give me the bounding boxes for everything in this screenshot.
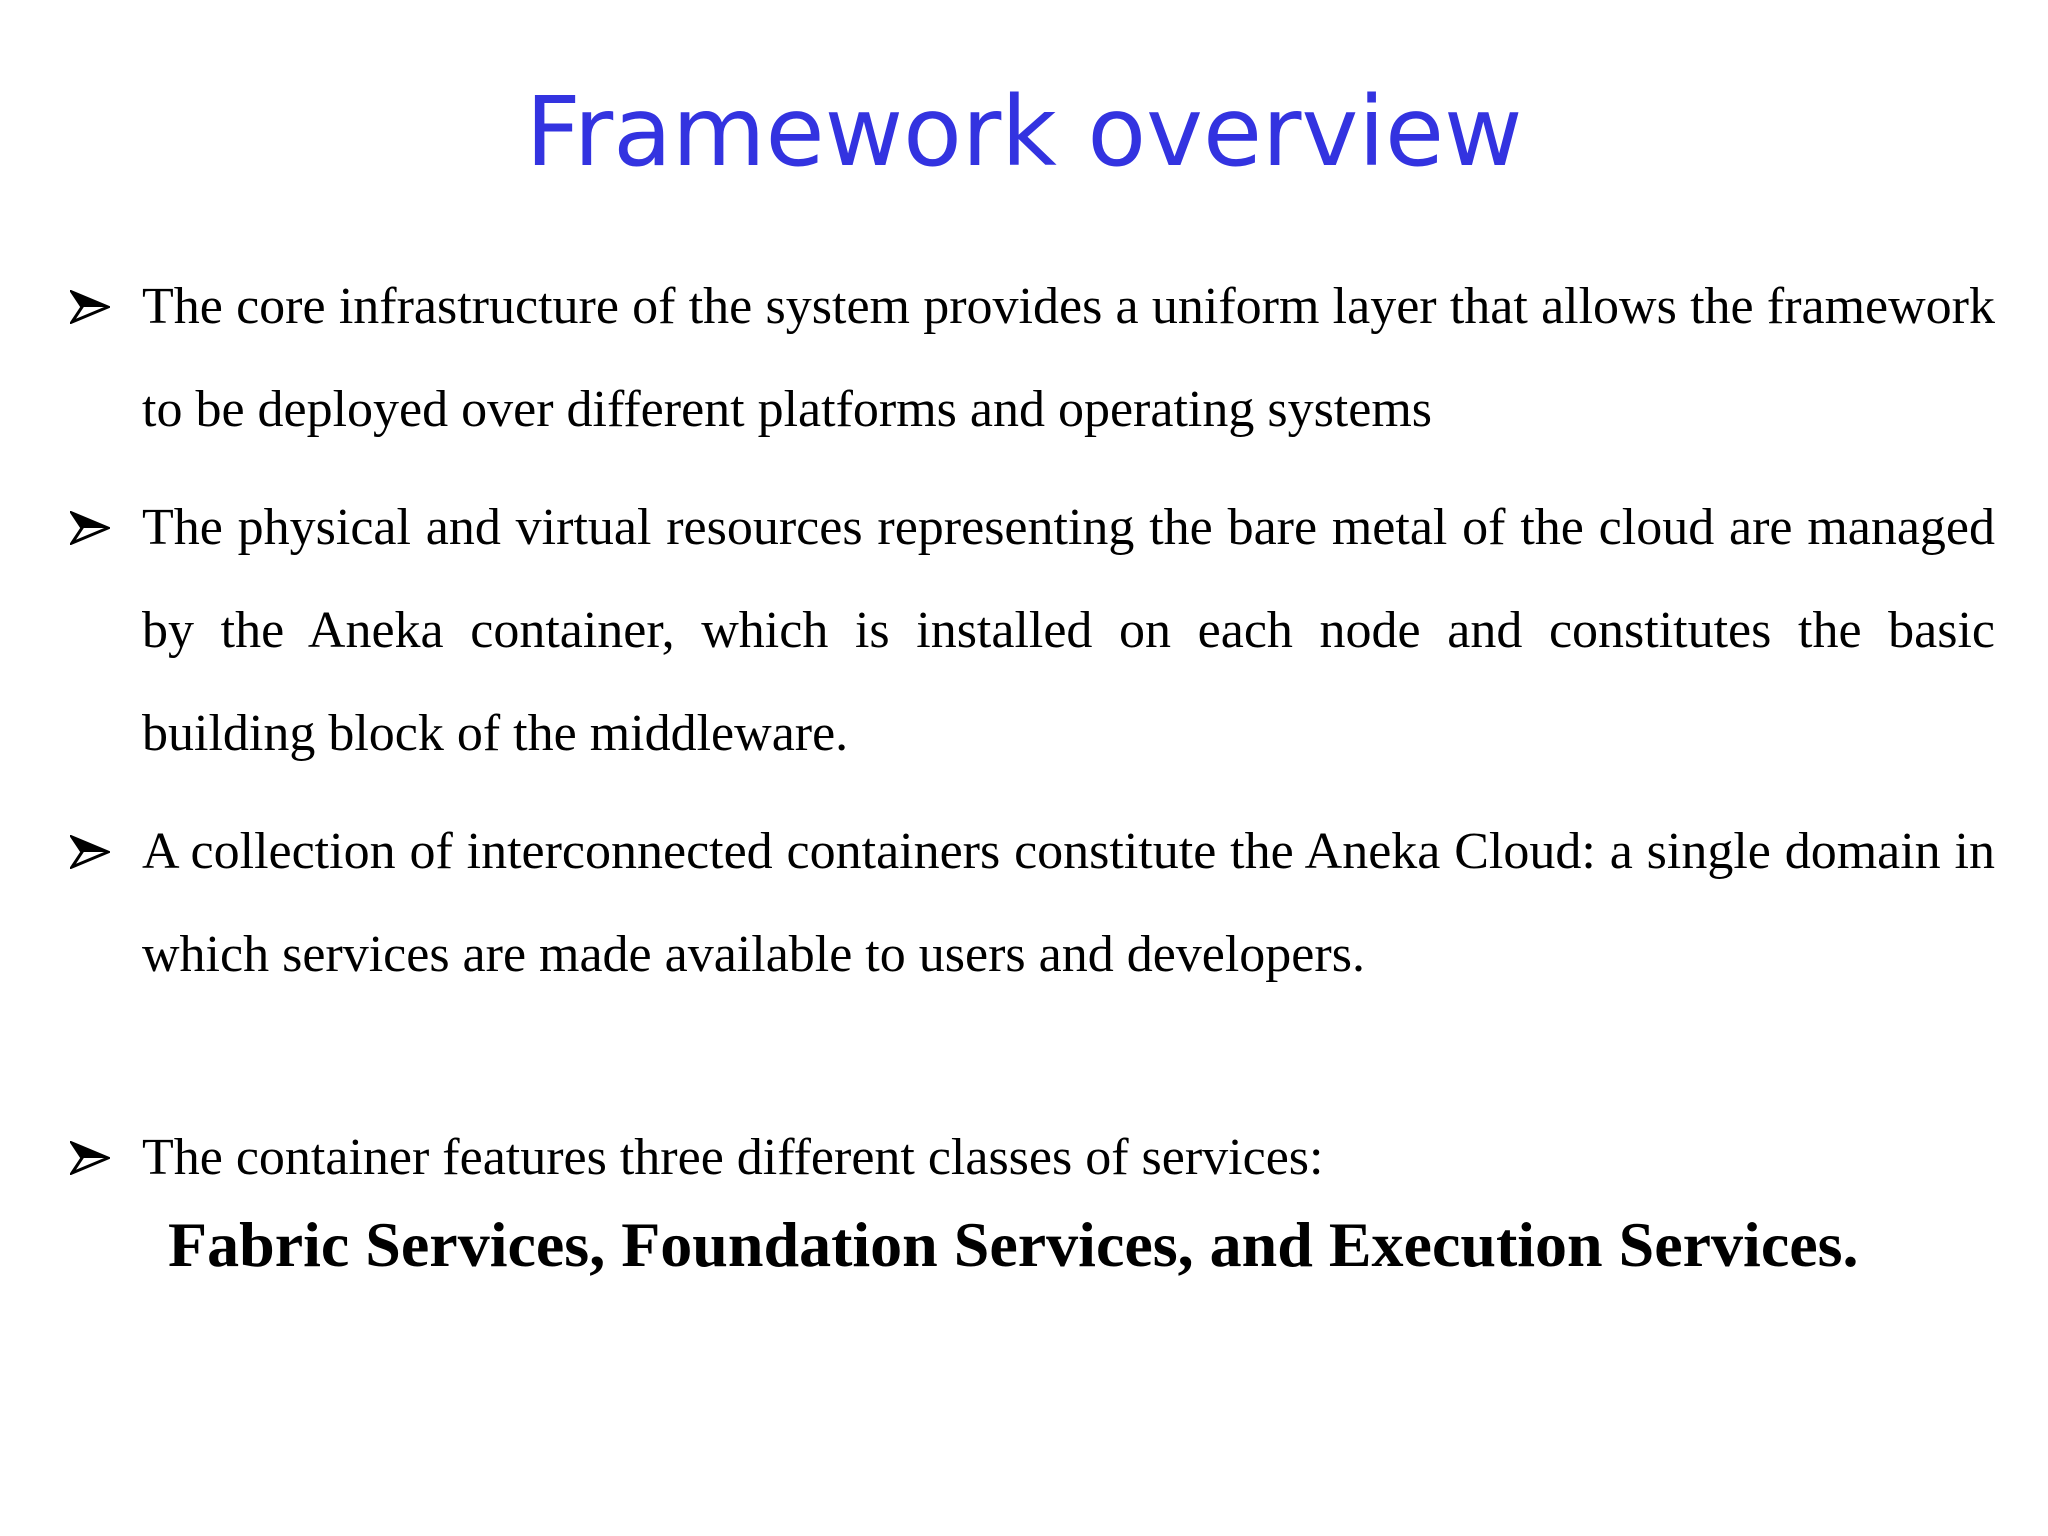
bullet-text: The container features three different classes of services:: [142, 1129, 1324, 1186]
bullet-item: [70, 1106, 1995, 1209]
arrow-bullet-icon: [70, 800, 112, 903]
bullet-item: [70, 800, 1995, 1006]
services-highlight-text: Fabric Services, Foundation Services, and Execution Services.: [168, 1209, 1859, 1280]
bullet-text: The physical and virtual resources representing the bare metal of the cloud are managed by the Aneka container, which is installed on each node and constitutes the basic building block of the middleware.: [142, 499, 1995, 762]
bullet-text: The core infrastructure of the system provides a uniform layer that allows the framework to be deployed over different platforms and operating systems: [142, 278, 1995, 438]
bullet-list: [70, 255, 1995, 1224]
bullet-item: [70, 476, 1995, 785]
arrow-bullet-icon: [70, 1106, 112, 1209]
slide-title: Framework overview: [525, 76, 1523, 188]
bullet-item: [70, 255, 1995, 461]
services-highlight: [0, 1200, 2048, 1290]
arrow-bullet-icon: [70, 476, 112, 579]
arrow-bullet-icon: [70, 255, 112, 358]
bullet-text: A collection of interconnected containers constitute the Aneka Cloud: a single domain in which services are made available to users and developers.: [142, 823, 1995, 983]
